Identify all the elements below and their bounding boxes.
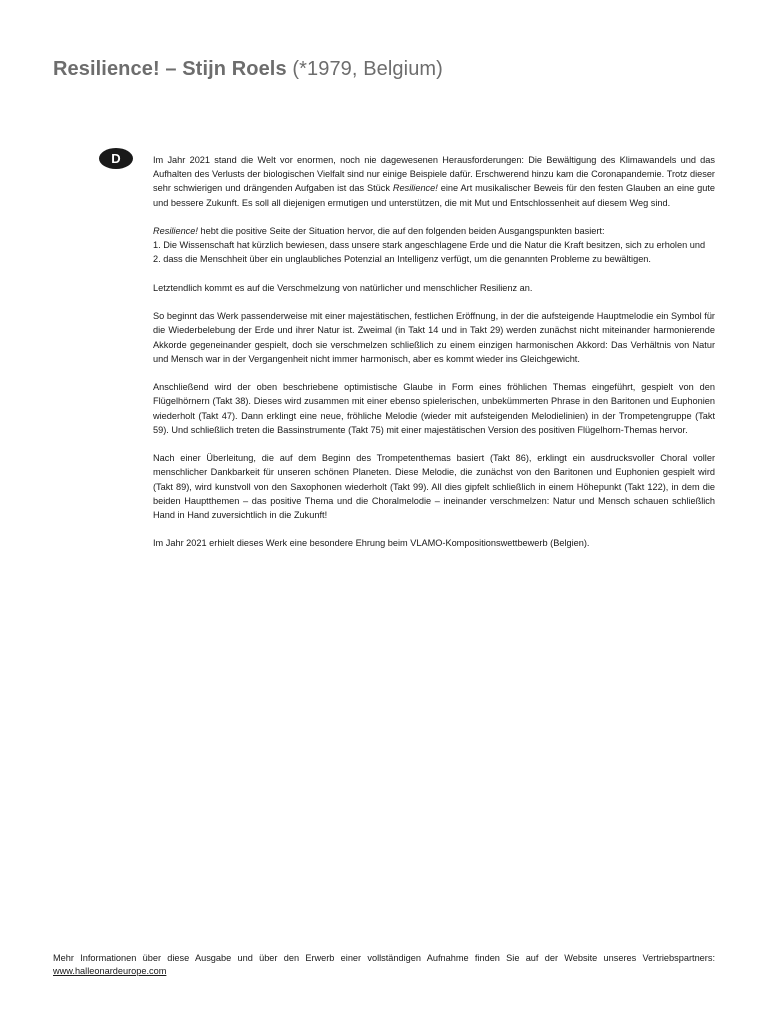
footer [53, 952, 715, 978]
footer-website-link[interactable]: www.halleonardeurope.com [53, 966, 167, 976]
work-title-emphasis: Resilience! [392, 183, 438, 194]
list-item: 1. Die Wissenschaft hat kürzlich bewiesen, dass unsere stark angeschlagene Erde und die Natur die Kraft besitzen, sich zu erholen und [153, 240, 706, 251]
footer-text: Mehr Informationen über diese Ausgabe und über den Erwerb einer vollständigen Aufnahme finden Sie auf der Website unseres Vertriebspartners: [53, 953, 715, 963]
paragraph-intro: Im Jahr 2021 stand die Welt vor enormen, noch nie dagewesenen Herausforderungen: Die Bewältigung des Klimawandels und das Aufhalten des Verlusts der biologischen Vielfalt sind nur einige Beispiele dafür. Erschwerend hinzu kam die Coronapandemie. Trotz dieser sehr schwierigen und drängenden Aufgaben ist das Stück Resilience! eine Art musikalischer Beweis für den festen Glauben an eine gute und bessere Zukunft. Es soll all diejenigen ermutigen und unterstützen, die mit Mut und Entschlossenheit auf diesem Weg sind. [153, 155, 715, 208]
title-main: Resilience! – Stijn Roels [53, 58, 287, 80]
paragraph-resilience: Letztendlich kommt es auf die Verschmelzung von natürlicher und menschlicher Resilienz an. [153, 282, 533, 293]
page-title [53, 58, 443, 81]
paragraph-themes: Anschließend wird der oben beschriebene optimistische Glaube in Form eines fröhlichen Themas eingeführt, gespielt von den Flügelhörnern (Takt 38). Dieses wird zusammen mit einer ebenso spielerischen, unbekümmerten Phrase in den Baritonen und Euphonien wiederholt (Takt 47). Dann erklingt eine neue, fröhliche Melodie (wieder mit aufsteigenden Melodielinien) in der Trompetengruppe (Takt 59). Und schließlich treten die Bassinstrumente (Takt 75) mit einer majestätischen Version des positiven Flügelhorn-Themas hervor. [153, 382, 715, 435]
language-badge: D [99, 148, 133, 169]
paragraph-premise: Resilience! hebt die positive Seite der Situation hervor, die auf den folgenden beiden Ausgangspunkten basiert: [153, 226, 605, 236]
title-subtitle: (*1979, Belgium) [292, 58, 443, 80]
work-title-emphasis: Resilience! [153, 226, 198, 236]
paragraph-award: Im Jahr 2021 erhielt dieses Werk eine besondere Ehrung beim VLAMO-Kompositionswettbewerb (Belgien). [153, 538, 590, 549]
list-item: 2. dass die Menschheit über ein unglaubliches Potenzial an Intelligenz verfügt, um die genannten Probleme zu bewältigen. [153, 254, 651, 265]
paragraph-choral: Nach einer Überleitung, die auf dem Beginn des Trompetenthemas basiert (Takt 86), erklingt ein ausdrucksvoller Choral voller menschlicher Dankbarkeit für unseren schönen Planeten. Diese Melodie, die zunächst von den Baritonen und Euphonien gespielt wird (Takt 89), wird kunstvoll von den Saxophonen wiederholt (Takt 99). All dies gipfelt schließlich in einem Höhepunkt (Takt 122), in dem die beiden Hauptthemen – das positive Thema und die Choralmelodie – ineinander verschmelzen: Natur und Mensch schauen schließlich Hand in Hand zuversichtlich in die Zukunft! [153, 453, 715, 520]
paragraph-opening: So beginnt das Werk passenderweise mit einer majestätischen, festlichen Eröffnung, in der die aufsteigende Hauptmelodie ein Symbol für die Wiederbelebung der Erde und ihrer Natur ist. Zweimal (in Takt 14 und in Takt 29) werden zunächst nicht miteinander harmonierende Akkorde gegeneinander gespielt, doch sie verschmelzen schließlich zu einem einzigen harmonischen Akkord: Das Verhältnis von Natur und Mensch war in der Vergangenheit nicht immer harmonisch, aber es kommt wieder ins Gleichgewicht. [153, 311, 715, 364]
body-text [153, 153, 715, 565]
